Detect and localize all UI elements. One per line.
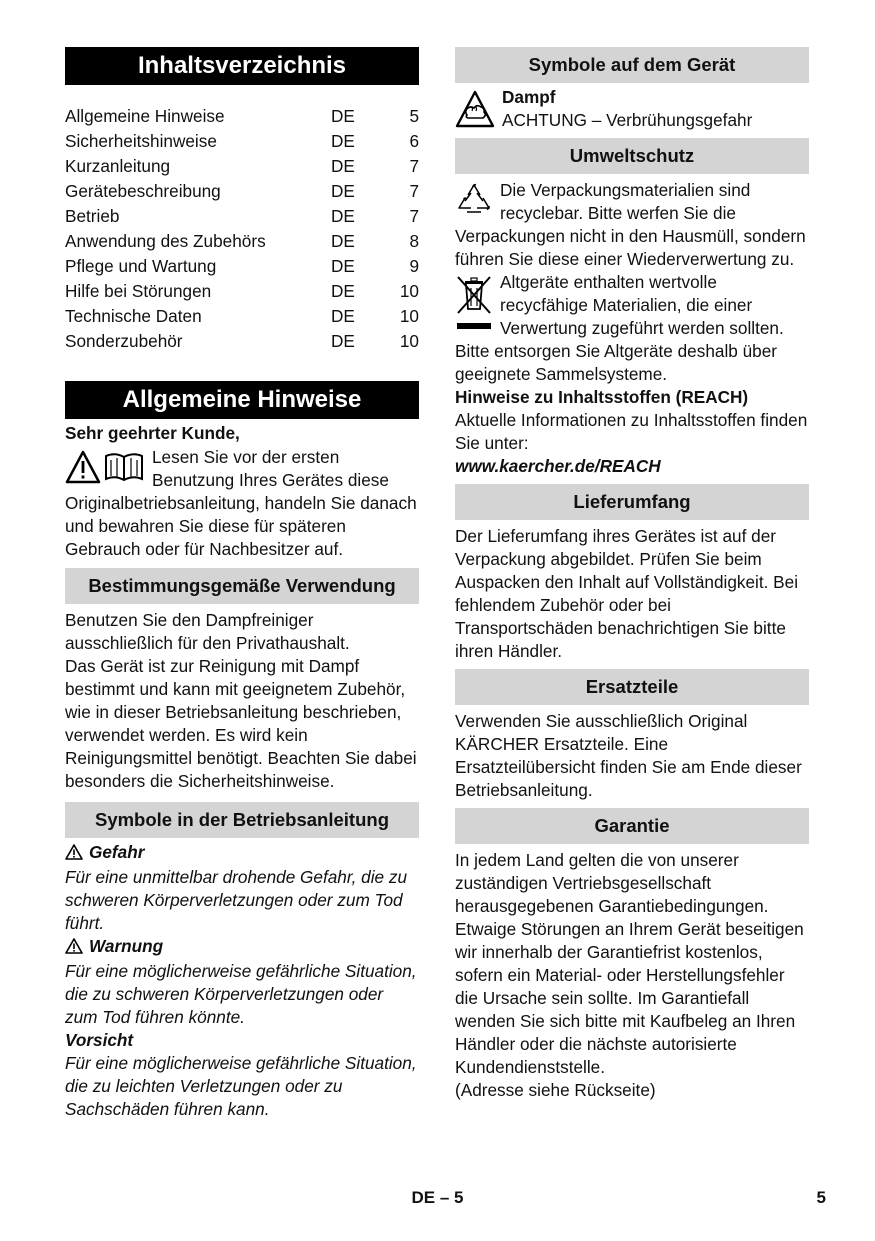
toc-row[interactable]: [65, 129, 419, 154]
crossed-bin-icon: [455, 273, 493, 338]
intended-use-heading: Bestimmungsgemäße Verwendung: [65, 568, 419, 604]
toc-page: 8: [409, 231, 419, 251]
manual-symbols-heading: Symbole in der Betriebsanleitung: [65, 802, 419, 838]
toc-title: Technische Daten: [65, 306, 202, 326]
toc-title: Allgemeine Hinweise: [65, 106, 225, 126]
caution-text: Für eine möglicherweise gefährliche Situation, die zu leichten Verletzungen oder zu Sachschäden führen kann.: [65, 1053, 417, 1119]
spares-heading: Ersatzteile: [455, 669, 809, 705]
toc-row[interactable]: [65, 104, 419, 129]
recycle-text: Die Verpackungsmaterialien sind recyclebar. Bitte werfen Sie die Verpackungen nicht in den Hausmüll, sondern führen Sie diese einer Wiederverwertung zu.: [455, 180, 806, 269]
toc-lang: DE: [331, 256, 355, 276]
toc-title: Pflege und Wartung: [65, 256, 217, 276]
weee-text: Altgeräte enthalten wertvolle recycfähige Materialien, die einer Verwertung zugeführt werden sollten. Bitte entsorgen Sie Altgeräte deshalb über geeignete Sammelsysteme.: [455, 272, 784, 384]
greeting: Sehr geehrter Kunde,: [65, 423, 240, 443]
steam-label: Dampf: [502, 87, 556, 107]
warranty-address: (Adresse siehe Rückseite): [455, 1080, 656, 1100]
steam-text: ACHTUNG – Verbrühungsgefahr: [502, 110, 753, 130]
intended-use-text-2: Das Gerät ist zur Reinigung mit Dampf bestimmt und kann mit geeignetem Zubehör, wie in dieser Betriebsanleitung beschrieben, verwendet werden. Es wird kein Reinigungsmittel benötigt. Beachten Sie dabei besonders die Sicherheitshinweise.: [65, 656, 417, 791]
footer-page-label: DE – 5: [411, 1188, 464, 1207]
reach-text: Aktuelle Informationen zu Inhaltsstoffen finden Sie unter:: [455, 410, 808, 453]
warranty-text: In jedem Land gelten die von unserer zuständigen Vertriebsgesellschaft herausgegebenen Garantiebedingungen. Etwaige Störungen an Ihrem Gerät beseitigen wir innerhalb der Garantiefrist kostenlos, sofern ein Material- oder Herstellungsfehler die Ursache sein sollte. Im Garantiefall wenden Sie sich bitte mit Kaufbeleg an Ihren Händler oder die nächste autorisierte Kundendienststelle.: [455, 850, 804, 1077]
warning-manual-icon: [65, 449, 145, 490]
toc-lang: DE: [331, 131, 355, 151]
toc-title: Anwendung des Zubehörs: [65, 231, 266, 251]
warning-triangle-icon: [65, 843, 83, 866]
warning-triangle-icon: [65, 937, 83, 960]
toc-page: 5: [409, 106, 419, 126]
intended-use-text-1: Benutzen Sie den Dampfreiniger ausschließlich für den Privathaushalt.: [65, 610, 350, 653]
environment-heading: Umweltschutz: [455, 138, 809, 174]
footer-page-number: 5: [816, 1188, 826, 1207]
toc-page: 10: [399, 306, 419, 326]
toc-row[interactable]: [65, 254, 419, 279]
device-symbols-heading: Symbole auf dem Gerät: [455, 47, 809, 83]
danger-text: Für eine unmittelbar drohende Gefahr, die zu schweren Körperverletzungen oder zum Tod führt.: [65, 867, 408, 933]
toc-page: 6: [409, 131, 419, 151]
toc-lang: DE: [331, 306, 355, 326]
spares-text: Verwenden Sie ausschließlich Original KÄRCHER Ersatzteile. Eine Ersatzteilübersicht finden Sie am Ende dieser Betriebsanleitung.: [455, 711, 802, 800]
toc-row[interactable]: [65, 229, 419, 254]
toc-row[interactable]: [65, 204, 419, 229]
intro-block: [65, 446, 419, 561]
toc-title: Betrieb: [65, 206, 120, 226]
steam-warning-icon: [455, 90, 495, 133]
toc-page: 9: [409, 256, 419, 276]
toc-title: Gerätebeschreibung: [65, 181, 221, 201]
steam-block: [455, 86, 809, 132]
scope-heading: Lieferumfang: [455, 484, 809, 520]
toc-heading: Inhaltsverzeichnis: [65, 47, 419, 85]
toc-row[interactable]: [65, 304, 419, 329]
toc-lang: DE: [331, 206, 355, 226]
toc-lang: DE: [331, 156, 355, 176]
toc-page: 10: [399, 331, 419, 351]
toc-page: 10: [399, 281, 419, 301]
warning-label: Warnung: [89, 936, 164, 956]
recycle-icon: [455, 181, 493, 224]
recycle-block: [455, 179, 809, 271]
scope-text: Der Lieferumfang ihres Gerätes ist auf der Verpackung abgebildet. Prüfen Sie beim Auspacken den Inhalt auf Vollständigkeit. Bei fehlendem Zubehör oder bei Transportschäden benachrichtigen Sie bitte ihren Händler.: [455, 526, 799, 661]
toc-title: Hilfe bei Störungen: [65, 281, 212, 301]
toc-page: 7: [409, 206, 419, 226]
toc-lang: DE: [331, 331, 355, 351]
toc-title: Kurzanleitung: [65, 156, 171, 176]
danger-heading: [65, 841, 419, 866]
left-column: [65, 47, 419, 1121]
toc-lang: DE: [331, 281, 355, 301]
reach-link[interactable]: www.kaercher.de/REACH: [455, 456, 661, 476]
toc-row[interactable]: [65, 154, 419, 179]
table-of-contents: [65, 104, 419, 354]
toc-row[interactable]: [65, 179, 419, 204]
toc-row[interactable]: [65, 279, 419, 304]
warranty-heading: Garantie: [455, 808, 809, 844]
caution-label: Vorsicht: [65, 1030, 134, 1050]
toc-page: 7: [409, 156, 419, 176]
warning-heading: [65, 935, 419, 960]
toc-page: 7: [409, 181, 419, 201]
danger-label: Gefahr: [89, 842, 145, 862]
toc-title: Sicherheitshinweise: [65, 131, 217, 151]
intro-text: Lesen Sie vor der ersten Benutzung Ihres Gerätes diese Originalbetriebsanleitung, handeln Sie danach und bewahren Sie diese für späteren Gebrauch oder für Nachbesitzer auf.: [65, 447, 417, 559]
toc-lang: DE: [331, 231, 355, 251]
toc-lang: DE: [331, 181, 355, 201]
warning-text: Für eine möglicherweise gefährliche Situation, die zu schweren Körperverletzungen oder zum Tod führen könnte.: [65, 961, 417, 1027]
toc-row[interactable]: [65, 329, 419, 354]
toc-title: Sonderzubehör: [65, 331, 183, 351]
weee-block: [455, 271, 809, 386]
toc-lang: DE: [331, 106, 355, 126]
reach-heading: Hinweise zu Inhaltsstoffen (REACH): [455, 387, 749, 407]
general-heading: Allgemeine Hinweise: [65, 381, 419, 419]
right-column: [455, 47, 809, 1102]
